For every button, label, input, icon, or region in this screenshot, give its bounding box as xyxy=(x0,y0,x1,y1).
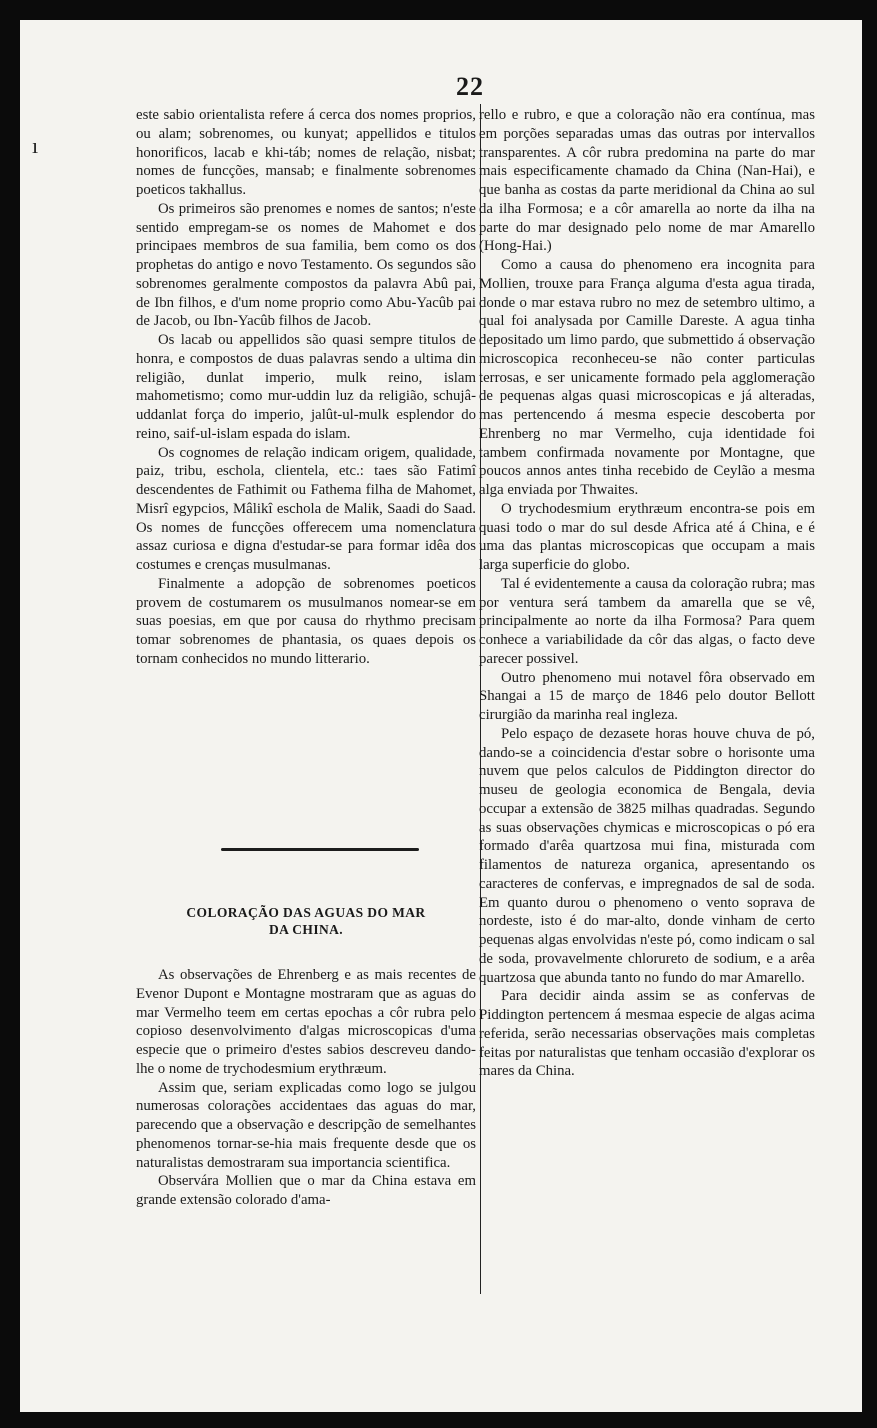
section-divider xyxy=(221,848,419,851)
paragraph: este sabio orientalista refere á cerca dos nomes proprios, ou alam; sobrenomes, ou kunyat; appellidos e titulos honorificos, lacab e khi-táb; nomes de relação, nisbat; nomes de funcções, mansab; e finalmente sobrenomes poeticos takhallus. xyxy=(136,107,476,198)
paragraph: Os lacab ou appellidos são quasi sempre titulos de honra, e compostos de duas palavras sendo a ultima din religião, dunlat imperio, mulk reino, islam mahometismo; como mur-uddin luz da religião, schujâ-uddanlat força do imperio, jalût-ul-mulk esplendor do reino, saif-ul-islam espada do islam. xyxy=(136,332,476,442)
section-title-line: COLORAÇÃO DAS AGUAS DO MAR xyxy=(186,905,426,920)
paragraph: Os primeiros são prenomes e nomes de santos; n'este sentido empregam-se os nomes de Mahomet e dos principaes membros de sua familia, bem como os dos prophetas do antigo e novo Testamento. Os segundos são sobrenomes geralmente compostos da palavra Abû pai, de Ibn filhos, e d'um nome proprio como Abu-Yacûb pai de Jacob, ou Ibn-Yacûb filhos de Jacob. xyxy=(136,200,476,330)
paragraph: As observações de Ehrenberg e as mais recentes de Evenor Dupont e Montagne mostraram que as aguas do mar Vermelho teem em certas epochas a côr rubra pelo copioso desenvolvimento d'algas microscopicas d'uma especie que o primeiro d'estes sabios descreveu dando-lhe o nome de trychodesmium erythræum. xyxy=(136,967,476,1077)
paragraph: O trychodesmium erythræum encontra-se pois em quasi todo o mar do sul desde Africa até á China, e é uma das plantas microscopicas que occupam a mais larga superficie do globo. xyxy=(479,500,815,573)
right-column xyxy=(479,106,815,1081)
section-title xyxy=(136,904,476,938)
paragraph: Finalmente a adopção de sobrenomes poeticos provem de costumarem os musulmanos nomear-se em suas poesias, em que por causa do rhythmo precisam tomar sobrenomes de phantasia, os quaes depois os tornam conhecidos no mundo litterario. xyxy=(136,575,476,667)
margin-mark: ı xyxy=(32,133,39,158)
paragraph: Pelo espaço de dezasete horas houve chuva de pó, dando-se a coincidencia d'estar sobre o horisonte uma nuvem que pelos calculos de Piddington director do museu de geologia economica de Bengala, devia occupar a extensão de 3825 milhas quadradas. Segundo as suas observações chymicas e microscopicas o pó era formado d'arêa quartzosa mui fina, misturada com filamentos de natureza organica, apresentando os caracteres de confervas, e impregnados de sal de soda. Em quanto durou o phenomeno o vento soprava de nordeste, isto é do mar-alto, donde vinham de certo pequenas algas envolvidas n'este pó, como indicam o sal de soda, provavelmente chlorureto de sodium, e a arêa quartzosa que abunda tanto no fundo do mar Amarello. xyxy=(479,725,815,986)
paragraph: rello e rubro, e que a coloração não era contínua, mas em porções separadas umas das outras por intervallos transparentes. A côr rubra predomina na parte do mar mais especificamente chamado da China (Nan-Hai), e que banha as costas da parte meridional da China ao sul da ilha Formosa; e a côr amarella ao norte da ilha na parte do mar designado pelo nome de mar Amarello (Hong-Hai.) xyxy=(479,107,815,255)
paragraph: Tal é evidentemente a causa da coloração rubra; mas por ventura será tambem da amarella que se vê, principalmente ao norte da ilha Formosa? Para quem conhece a variabilidade da côr das algas, o facto deve parecer possivel. xyxy=(479,575,815,667)
paragraph: Para decidir ainda assim se as confervas de Piddington pertencem á mesmaa especie de algas acima referida, serão necessarias observações mais completas feitas por naturalistas que tenham occasião d'explorar os mares da China. xyxy=(479,988,815,1080)
paragraph: Os cognomes de relação indicam origem, qualidade, paiz, tribu, eschola, clientela, etc.: taes são Fatimî descendentes de Fathimit ou Fathema filha de Mahomet, Misrî egypcios, Mâlikî eschola de Malik, Saadi do Saad. Os nomes de funcções offerecem uma nomenclatura assaz curiosa e digna d'estudar-se para formar idêa dos costumes e crenças musulmanas. xyxy=(136,444,476,573)
paragraph: Outro phenomeno mui notavel fôra observado em Shangai a 15 de março de 1846 pelo doutor Bellott cirurgião da marinha real ingleza. xyxy=(479,669,815,723)
paragraph: Assim que, seriam explicadas como logo se julgou numerosas colorações accidentaes das aguas do mar, parecendo que a observação e descripção de semelhantes phenomenos tornar-se-hia mais frequente desde que os naturalistas demostraram sua importancia scientifica. xyxy=(136,1079,476,1171)
paragraph: Como a causa do phenomeno era incognita para Mollien, trouxe para França alguma d'esta agua tirada, donde o mar estava rubro no mez de setembro ultimo, a qual foi analysada por Camille Dareste. A agua tinha depositado um limo pardo, que submettido á observação microscopica reconheceu-se não conter particulas terrosas, e ser unicamente formado pela agglomeração de pequenas algas quasi microscopicas e já alteradas, mas pertencendo á mesma especie descoberta por Ehrenberg no mar Vermelho, cuja identidade foi tambem confirmada novamente por Montagne, que poucos annos antes tinha recebido de Ceylão a mesma alga enviada por Thwaites. xyxy=(479,257,815,498)
paragraph: Observára Mollien que o mar da China estava em grande extensão colorado d'ama- xyxy=(136,1173,476,1208)
section-title-line: DA CHINA. xyxy=(268,922,344,937)
left-column xyxy=(136,106,476,669)
section-body xyxy=(136,966,476,1210)
page-number: 22 xyxy=(456,72,484,101)
document-page xyxy=(20,20,862,1412)
